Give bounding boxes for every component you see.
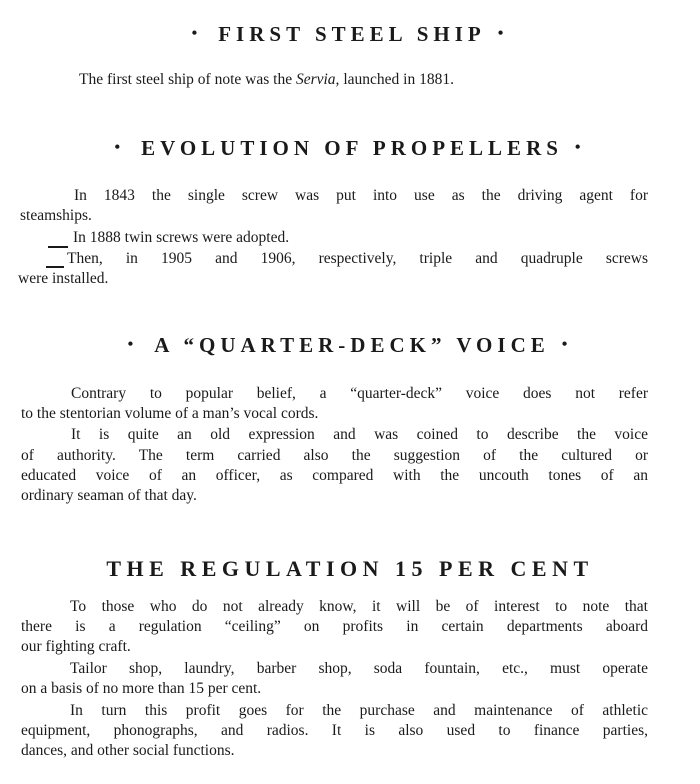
paragraph-line: to the stentorian volume of a man’s vocal cords.: [21, 405, 319, 422]
paragraph-line: To those who do not already know, it will be of interest to note that: [70, 598, 648, 615]
paragraph-line: ordinary seaman of that day.: [21, 487, 197, 504]
bullet-left: •: [127, 336, 139, 354]
paragraph-line: equipment, phonographs, and radios. It is also used to finance parties,: [21, 722, 648, 739]
paragraph-line: were installed.: [18, 270, 109, 287]
paragraph-line: Contrary to popular belief, a “quarter-deck” voice does not refer: [71, 385, 648, 402]
paragraph-line: In 1888 twin screws were adopted.: [73, 229, 290, 246]
bullet-left: •: [114, 139, 126, 157]
section-heading-quarter-deck-voice: [0, 333, 700, 358]
paragraph-line: In turn this profit goes for the purchase and maintenance of athletic: [70, 702, 648, 719]
paragraph-line: In 1843 the single screw was put into use as the driving agent for: [74, 187, 648, 204]
bullet-left: •: [191, 25, 203, 43]
section-heading-regulation-15-per-cent: [0, 556, 700, 582]
paragraph-line: Tailor shop, laundry, barber shop, soda fountain, etc., must operate: [70, 660, 648, 677]
heading-text: THE REGULATION 15 PER CENT: [106, 556, 594, 581]
paragraph-line: on a basis of no more than 15 per cent.: [21, 680, 262, 697]
heading-text: A “QUARTER-DECK” VOICE: [154, 333, 550, 357]
heading-text: EVOLUTION OF PROPELLERS: [141, 136, 563, 160]
section-heading-evolution-of-propellers: [0, 136, 700, 161]
bullet-right: •: [561, 336, 573, 354]
paragraph-line: there is a regulation “ceiling” on profits in certain departments aboard: [21, 618, 648, 635]
bullet-right: •: [497, 25, 509, 43]
paragraph-line: of authority. The term carried also the suggestion of the cultured or: [21, 447, 648, 464]
paragraph-line: Then, in 1905 and 1906, respectively, triple and quadruple screws: [67, 250, 648, 267]
paragraph-line: The first steel ship of note was the Servia, launched in 1881.: [79, 71, 454, 88]
heading-text: FIRST STEEL SHIP: [218, 22, 486, 46]
paragraph-line: steamships.: [20, 207, 92, 224]
paragraph-line: It is quite an old expression and was coined to describe the voice: [71, 426, 648, 443]
bullet-right: •: [574, 139, 586, 157]
paragraph-line: educated voice of an officer, as compared with the uncouth tones of an: [21, 467, 648, 484]
scan-mark: [46, 266, 64, 268]
paragraph-line: dances, and other social functions.: [21, 742, 235, 759]
paragraph-line: our fighting craft.: [21, 638, 131, 655]
scan-mark: [48, 246, 68, 248]
section-heading-first-steel-ship: [0, 22, 700, 47]
ship-name: Servia,: [295, 71, 340, 88]
